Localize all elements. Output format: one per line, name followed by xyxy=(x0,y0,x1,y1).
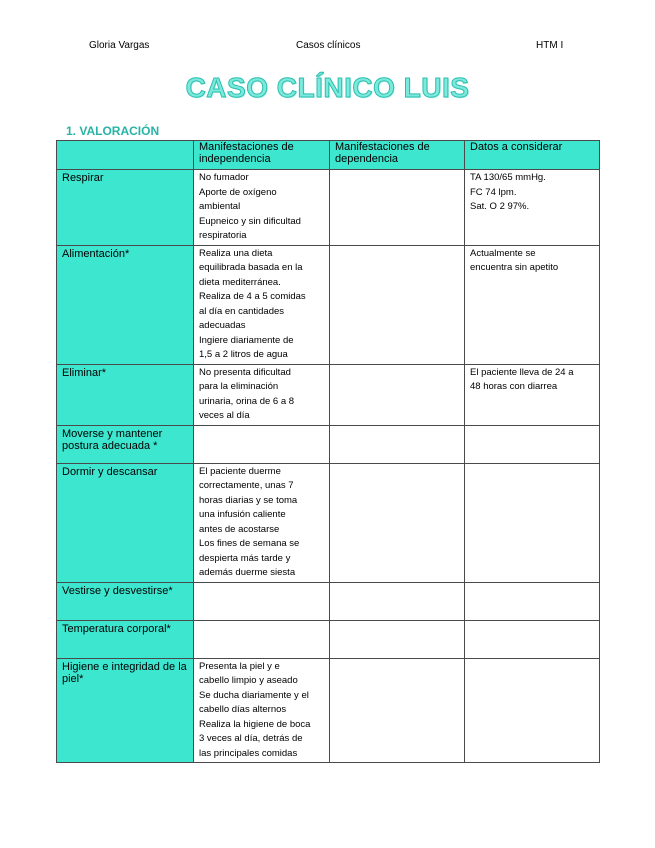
table-row xyxy=(57,425,600,463)
row-category: Moverse y mantener postura adecuada * xyxy=(57,425,194,463)
header-author: Gloria Vargas xyxy=(89,40,150,51)
cell-line: ambiental xyxy=(199,201,241,212)
cell-datos xyxy=(465,582,600,620)
cell-line: respiratoria xyxy=(199,230,247,241)
cell-independencia xyxy=(194,658,330,763)
cell-datos xyxy=(465,364,600,425)
cell-line: Actualmente se xyxy=(470,247,536,259)
table-row xyxy=(57,620,600,658)
cell-dependencia xyxy=(330,364,465,425)
row-category: Dormir y descansar xyxy=(57,463,194,582)
cell-datos xyxy=(465,620,600,658)
cell-line: horas diarias y se toma xyxy=(199,494,298,506)
cell-line: El paciente lleva de 24 a xyxy=(470,366,574,378)
cell-dependencia xyxy=(330,620,465,658)
cell-dependencia xyxy=(330,170,465,246)
row-category: Alimentación* xyxy=(57,245,194,364)
row-category: Respirar xyxy=(57,170,194,246)
cell-independencia xyxy=(194,170,330,246)
table-row xyxy=(57,170,600,246)
cell-line: Eupneico y sin dificultad xyxy=(199,215,301,227)
row-category: Higiene e integridad de la piel* xyxy=(57,658,194,763)
header-empty-cell xyxy=(57,141,194,170)
cell-independencia xyxy=(194,245,330,364)
cell-line: correctamente, unas 7 xyxy=(199,480,294,491)
cell-line: encuentra sin apetito xyxy=(470,262,559,273)
cell-line: equilibrada basada en la xyxy=(199,262,303,273)
cell-independencia xyxy=(194,620,330,658)
row-category: Temperatura corporal* xyxy=(57,620,194,658)
cell-datos xyxy=(465,170,600,246)
cell-line: No presenta dificultad xyxy=(199,366,291,378)
cell-line: antes de acostarse xyxy=(199,523,280,535)
row-category: Vestirse y desvestirse* xyxy=(57,582,194,620)
cell-line: 3 veces al día, detrás de xyxy=(199,733,303,744)
table-row xyxy=(57,364,600,425)
header-course: HTM I xyxy=(536,40,564,51)
column-header-independencia: Manifestaciones de independencia xyxy=(194,141,330,170)
cell-dependencia xyxy=(330,463,465,582)
cell-line: Presenta la piel y e xyxy=(199,660,280,672)
cell-dependencia xyxy=(330,245,465,364)
column-header-dependencia: Manifestaciones de dependencia xyxy=(330,141,465,170)
cell-line: despierta más tarde y xyxy=(199,552,291,564)
cell-line: una infusión caliente xyxy=(199,509,286,520)
table-row xyxy=(57,245,600,364)
header-subject: Casos clínicos xyxy=(296,40,361,51)
cell-datos xyxy=(465,425,600,463)
cell-line: FC 74 lpm. xyxy=(470,186,517,198)
cell-line: TA 130/65 mmHg. xyxy=(470,172,546,183)
section-heading: 1. VALORACIÓN xyxy=(66,124,160,138)
cell-independencia xyxy=(194,582,330,620)
cell-line: dieta mediterránea. xyxy=(199,276,281,288)
cell-line: El paciente duerme xyxy=(199,465,281,477)
cell-datos xyxy=(465,658,600,763)
table-row xyxy=(57,463,600,582)
cell-line: Realiza la higiene de boca xyxy=(199,718,311,730)
cell-dependencia xyxy=(330,425,465,463)
cell-independencia xyxy=(194,364,330,425)
cell-line: adecuadas xyxy=(199,320,246,331)
cell-line: además duerme siesta xyxy=(199,567,296,578)
cell-line: para la eliminación xyxy=(199,381,279,392)
cell-line: Ingiere diariamente de xyxy=(199,334,294,346)
cell-line: urinaria, orina de 6 a 8 xyxy=(199,395,295,407)
cell-datos xyxy=(465,463,600,582)
cell-line: Realiza de 4 a 5 comidas xyxy=(199,291,306,302)
cell-line: 48 horas con diarrea xyxy=(470,381,558,392)
cell-independencia xyxy=(194,463,330,582)
cell-independencia xyxy=(194,425,330,463)
cell-line: Aporte de oxígeno xyxy=(199,186,277,198)
cell-line: al día en cantidades xyxy=(199,305,285,317)
table-header-row xyxy=(57,141,600,170)
table-row xyxy=(57,582,600,620)
cell-line: Los fines de semana se xyxy=(199,538,300,549)
table-row xyxy=(57,658,600,763)
column-header-datos: Datos a considerar xyxy=(465,141,600,170)
cell-line: cabello días alternos xyxy=(199,704,287,715)
cell-line: cabello limpio y aseado xyxy=(199,675,298,686)
cell-line: Se ducha diariamente y el xyxy=(199,689,309,701)
cell-dependencia xyxy=(330,658,465,763)
cell-datos xyxy=(465,245,600,364)
cell-line: Sat. O 2 97%. xyxy=(470,201,530,212)
cell-dependencia xyxy=(330,582,465,620)
page-title: CASO CLÍNICO LUIS xyxy=(185,72,470,103)
assessment-table xyxy=(56,140,600,763)
cell-line: veces al día xyxy=(199,410,250,421)
cell-line: No fumador xyxy=(199,172,249,183)
cell-line: 1,5 a 2 litros de agua xyxy=(199,349,288,360)
cell-line: las principales comidas xyxy=(199,747,298,759)
cell-line: Realiza una dieta xyxy=(199,247,273,259)
row-category: Eliminar* xyxy=(57,364,194,425)
